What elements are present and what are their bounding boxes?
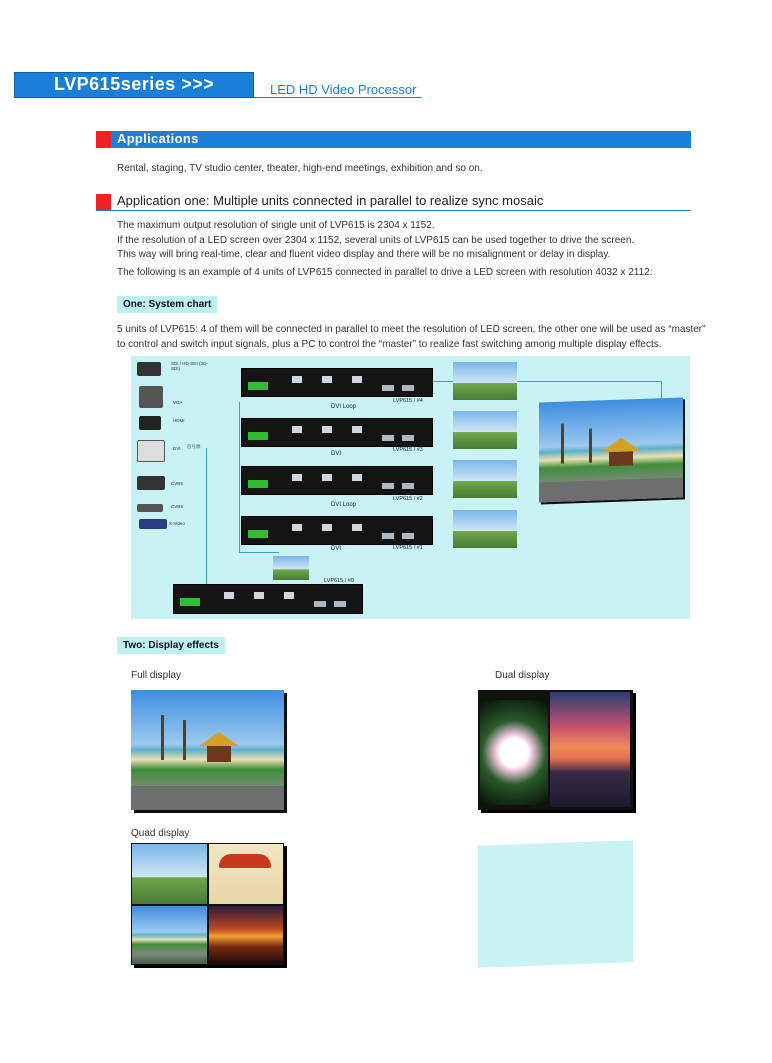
paragraph-line: If the resolution of a LED screen over 2304 x 1152, several units of LVP615 can be used together to drive the screen. xyxy=(117,234,635,246)
processor-unit-0 xyxy=(173,584,363,614)
palm-tree-icon xyxy=(561,424,564,464)
source-label: VGA xyxy=(173,400,183,405)
port-icon xyxy=(254,592,264,599)
port-icon xyxy=(322,524,332,531)
port-icon xyxy=(224,592,234,599)
hut-base xyxy=(207,746,231,762)
app-one-title: Application one: Multiple units connected in parallel to realize sync mosaic xyxy=(117,193,544,208)
quad-beach-image xyxy=(132,906,207,964)
port-icon xyxy=(292,426,302,433)
empty-display-placeholder xyxy=(478,840,633,967)
wire-label: DVI xyxy=(331,546,342,552)
desc-line: to control and switch input signals, plus a PC to control the “master” to realize fast switching among multiple display effects. xyxy=(117,338,662,350)
monitor-icon xyxy=(137,440,165,462)
road xyxy=(539,477,683,502)
power-led-icon xyxy=(248,480,268,488)
power-led-icon xyxy=(180,598,200,606)
section-marker xyxy=(96,194,111,210)
dvi-note: 信号源 xyxy=(187,444,201,449)
header-underline xyxy=(254,97,422,98)
wire-label: DVI Loop xyxy=(331,404,357,410)
dvd-player-icon xyxy=(137,504,163,512)
power-led-icon xyxy=(248,382,268,390)
port-icon xyxy=(334,601,346,607)
port-icon xyxy=(382,483,394,489)
applications-text: Rental, staging, TV studio center, theater, high-end meetings, exhibition and so on. xyxy=(117,163,483,174)
video-player-icon xyxy=(139,519,167,529)
port-icon xyxy=(352,474,362,481)
desc-line: 5 units of LVP615: 4 of them will be connected in parallel to meet the resolution of LED screen, the other one will be used as “master” xyxy=(117,324,706,335)
applications-bar xyxy=(96,131,691,148)
laptop-icon xyxy=(139,386,163,408)
port-icon xyxy=(322,376,332,383)
port-icon xyxy=(322,426,332,433)
source-label: DVI xyxy=(173,446,181,451)
port-icon xyxy=(402,483,414,489)
system-diagram xyxy=(131,356,690,619)
quad-paraglider-image xyxy=(209,844,283,904)
port-icon xyxy=(382,435,394,441)
unit-label: LVP615 / #4 xyxy=(393,398,423,404)
source-label: S-Video xyxy=(169,521,185,526)
processor-unit-1 xyxy=(241,516,433,545)
hut-base xyxy=(609,451,633,466)
display-effects-tag: Two: Display effects xyxy=(117,637,225,654)
sunset-image xyxy=(550,692,630,807)
tile-image-4 xyxy=(453,362,517,400)
port-icon xyxy=(402,533,414,539)
series-tab xyxy=(14,72,254,98)
port-icon xyxy=(292,376,302,383)
source-label: SDI / HD-SDI (3G-SDI) xyxy=(171,361,209,371)
processor-unit-3 xyxy=(241,418,433,447)
unit-label: LVP615 / #2 xyxy=(393,496,423,502)
paragraph-line: This way will bring real-time, clear and fluent video display and there will be no misalignment or delay in display. xyxy=(117,249,611,260)
port-icon xyxy=(402,385,414,391)
wire-label: DVI Loop xyxy=(331,502,357,508)
tile-image-2 xyxy=(453,460,517,498)
port-icon xyxy=(292,524,302,531)
power-led-icon xyxy=(248,530,268,538)
signal-wire xyxy=(239,402,240,552)
palm-tree-icon xyxy=(161,715,164,760)
source-label: CVBS xyxy=(171,481,184,486)
signal-wire xyxy=(239,552,279,553)
port-icon xyxy=(402,435,414,441)
quad-sunset-image xyxy=(209,906,283,964)
section-marker xyxy=(96,131,111,148)
tile-image-1 xyxy=(453,510,517,548)
product-subtitle: LED HD Video Processor xyxy=(270,82,417,97)
palm-tree-icon xyxy=(589,429,592,463)
tile-image-3 xyxy=(453,411,517,449)
camera-icon xyxy=(137,476,165,490)
hut-icon xyxy=(199,732,239,746)
applications-title: Applications xyxy=(117,131,199,146)
led-screen-image xyxy=(539,397,683,502)
series-title: LVP615series >>> xyxy=(54,74,215,94)
app-one-underline xyxy=(96,210,691,211)
processor-unit-4 xyxy=(241,368,433,397)
port-icon xyxy=(314,601,326,607)
unit-label: LVP615 / #3 xyxy=(393,447,423,453)
example-line: The following is an example of 4 units of LVP615 connected in parallel to drive a LED screen with resolution 4032 x 2112: xyxy=(117,267,653,278)
full-display-label: Full display xyxy=(131,670,182,681)
unit-label: LVP615 / #0 xyxy=(324,578,354,584)
quad-display-image xyxy=(131,843,284,965)
port-icon xyxy=(352,426,362,433)
parachute-icon xyxy=(219,854,271,868)
camcorder-icon xyxy=(137,362,161,376)
port-icon xyxy=(352,524,362,531)
processor-unit-2 xyxy=(241,466,433,495)
road xyxy=(131,786,284,810)
quad-tree-image xyxy=(132,844,207,904)
power-led-icon xyxy=(248,432,268,440)
hut-icon xyxy=(601,437,641,452)
port-icon xyxy=(322,474,332,481)
port-icon xyxy=(284,592,294,599)
port-icon xyxy=(352,376,362,383)
system-chart-desc xyxy=(117,323,705,352)
paragraph-line: The maximum output resolution of single unit of LVP615 is 2304 x 1152. xyxy=(117,220,435,231)
source-label: HDMI xyxy=(173,418,185,423)
tv-box-icon xyxy=(139,416,161,430)
unit-label: LVP615 / #1 xyxy=(393,545,423,551)
port-icon xyxy=(292,474,302,481)
dual-display-label: Dual display xyxy=(495,670,550,681)
wire-label: DVI xyxy=(331,451,342,457)
quad-display-label: Quad display xyxy=(131,828,190,839)
source-label: CVBS xyxy=(171,504,184,509)
app-one-paragraph xyxy=(117,219,634,263)
signal-wire xyxy=(206,448,207,588)
system-chart-tag: One: System chart xyxy=(117,296,217,313)
pc-preview-thumbnail xyxy=(273,556,309,580)
full-display-image xyxy=(131,690,284,810)
lotus-flower-image xyxy=(480,700,548,805)
dual-display-image xyxy=(478,690,633,810)
palm-tree-icon xyxy=(183,720,186,760)
port-icon xyxy=(382,385,394,391)
port-icon xyxy=(382,533,394,539)
